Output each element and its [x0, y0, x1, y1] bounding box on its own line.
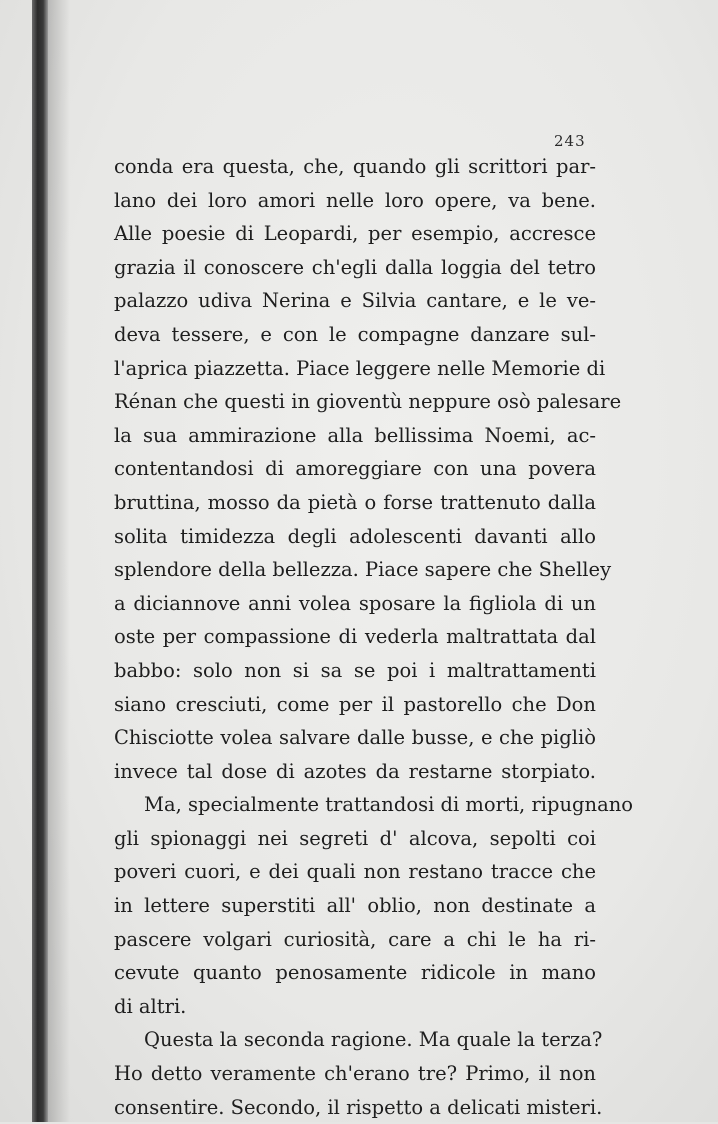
text-line: cevute quanto penosamente ridicole in mano	[114, 961, 596, 985]
text-line: deva tessere, e con le compagne danzare sul-	[114, 322, 596, 346]
text-line: di altri.	[114, 994, 187, 1018]
text-line: Ho detto veramente ch'erano tre? Primo, il non	[114, 1062, 596, 1086]
text-line: a diciannove anni volea sposare la figliola di un	[114, 591, 596, 615]
text-line: in lettere superstiti all' oblio, non destinate a	[114, 894, 596, 918]
text-line: conda era questa, che, quando gli scrittori par-	[114, 155, 596, 178]
text-line: Ma, specialmente trattandosi di morti, ripugnano	[144, 793, 634, 817]
text-line: consentire. Secondo, il rispetto a delicati misteri.	[114, 1095, 603, 1119]
text-line: Questa la seconda ragione. Ma quale la terza?	[144, 1028, 603, 1052]
text-line: splendore della bellezza. Piace sapere che Shelley	[114, 558, 612, 582]
text-line: oste per compassione di vederla maltrattata dal	[114, 625, 596, 649]
text-line: palazzo udiva Nerina e Silvia cantare, e le ve-	[114, 289, 596, 313]
spine-shadow	[48, 0, 70, 1122]
paragraph-1	[114, 150, 622, 788]
text-line: siano cresciuti, come per il pastorello che Don	[114, 692, 596, 716]
text-line: invece tal dose di azotes da restarne storpiato.	[114, 759, 596, 783]
text-line: Alle poesie di Leopardi, per esempio, accresce	[114, 222, 596, 246]
text-line: grazia il conoscere ch'egli dalla loggia del tetro	[114, 255, 596, 279]
text-line: lano dei loro amori nelle loro opere, va bene.	[114, 188, 596, 212]
text-line: gli spionaggi nei segreti d' alcova, sepolti coi	[114, 826, 596, 850]
page-number: 243	[554, 132, 586, 150]
text-line: pascere volgari curiosità, care a chi le ha ri-	[114, 927, 596, 951]
book-spine	[32, 0, 48, 1122]
paragraph-2	[114, 788, 634, 1023]
text-line: l'aprica piazzetta. Piace leggere nelle Memorie di	[114, 356, 606, 380]
paragraph-3	[114, 1023, 603, 1124]
text-line: poveri cuori, e dei quali non restano tracce che	[114, 860, 596, 884]
text-line: babbo: solo non si sa se poi i maltrattamenti	[114, 658, 596, 682]
body-text	[114, 150, 634, 1124]
text-line: bruttina, mosso da pietà o forse trattenuto dalla	[114, 490, 596, 514]
text-line: contentandosi di amoreggiare con una povera	[114, 457, 596, 481]
text-line: la sua ammirazione alla bellissima Noemi, ac-	[114, 423, 596, 447]
text-line: solita timidezza degli adolescenti davanti allo	[114, 524, 596, 548]
text-line: Chisciotte volea salvare dalle busse, e che pigliò	[114, 726, 596, 750]
text-line: Rénan che questi in gioventù neppure osò palesare	[114, 390, 622, 414]
